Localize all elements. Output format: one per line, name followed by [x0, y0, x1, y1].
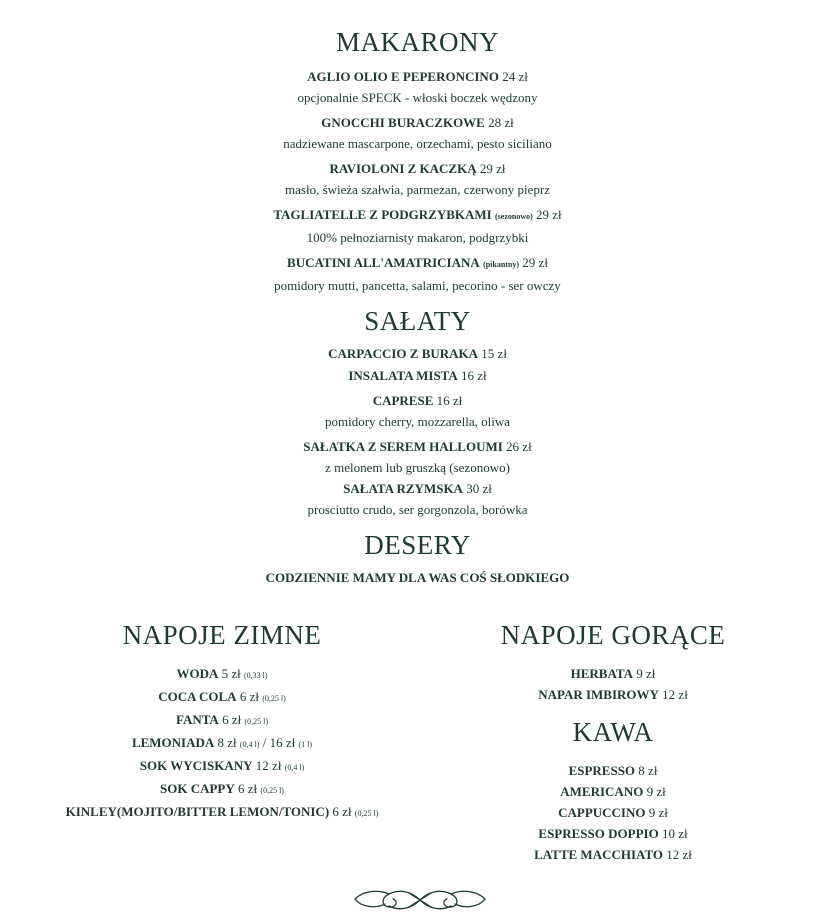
item-description: z melonem lub gruszką (sezonowo)	[325, 460, 510, 475]
item-volume: (0,4 l)	[284, 763, 305, 772]
item-price: 12 zł	[666, 847, 692, 862]
item-name: SAŁATKA Z SEREM HALLOUMI	[303, 439, 503, 454]
drink-item	[30, 801, 414, 824]
item-name: AMERICANO	[560, 784, 644, 799]
item-price: 29 zł	[522, 255, 548, 270]
item-description: pomidory mutti, pancetta, salami, pecorino - ser owczy	[274, 278, 561, 293]
item-volume-2: (1 l)	[298, 740, 313, 749]
item-name: LEMONIADA	[131, 735, 215, 750]
item-note: (sezonowo)	[494, 212, 533, 221]
drink-item	[30, 709, 414, 732]
section-title-desery: DESERY	[364, 530, 471, 560]
menu-item	[0, 390, 835, 432]
item-name: AGLIO OLIO E PEPERONCINO	[307, 69, 499, 84]
item-name: INSALATA MISTA	[348, 368, 458, 383]
item-description: nadziewane mascarpone, orzechami, pesto siciliano	[283, 136, 552, 151]
drink-item	[30, 663, 414, 686]
hot-drinks-column	[432, 622, 794, 865]
section-title-makarony: MAKARONY	[335, 27, 499, 57]
item-name: SAŁATA RZYMSKA	[343, 481, 463, 496]
menu-item	[0, 343, 835, 364]
section-title-kawa: KAWA	[572, 717, 654, 747]
main-menu-column	[0, 29, 835, 588]
item-price: 5 zł	[221, 666, 241, 681]
menu-item	[0, 158, 835, 200]
item-volume: (0,25 l)	[262, 694, 286, 703]
drink-item	[432, 802, 794, 823]
menu-item	[0, 66, 835, 108]
item-volume: (0,25 l)	[244, 717, 269, 726]
item-price: 15 zł	[481, 346, 507, 361]
item-name: WODA	[176, 666, 219, 681]
menu-item	[0, 112, 835, 154]
item-name: CARPACCIO Z BURAKA	[328, 346, 479, 361]
flourish-ornament-icon	[351, 885, 489, 915]
item-name: LATTE MACCHIATO	[534, 847, 664, 862]
section-title-napoje-zimne: NAPOJE ZIMNE	[122, 620, 322, 650]
item-volume: (0,25 l)	[260, 786, 284, 795]
item-price-2: 16 zł	[269, 735, 296, 750]
item-price: 9 zł	[648, 805, 668, 820]
item-name: CAPPUCCINO	[558, 805, 646, 820]
drink-item: LEMONIADA 8 zł (0,4 l) / 16 zł (1 l)	[131, 735, 313, 750]
item-price: 9 zł	[646, 784, 666, 799]
item-price: 8 zł	[638, 763, 658, 778]
section-title-napoje-gorace: NAPOJE GORĄCE	[500, 620, 726, 650]
item-volume: (0,33 l)	[243, 671, 268, 680]
item-name: CAPRESE	[372, 393, 434, 408]
item-price: 26 zł	[506, 439, 532, 454]
item-volume: (0,25 l)	[354, 809, 379, 818]
item-name: ESPRESSO	[568, 763, 636, 778]
item-price: 16 zł	[436, 393, 463, 408]
drink-item	[30, 778, 414, 801]
menu-item	[0, 365, 835, 386]
item-name: COCA COLA	[158, 689, 237, 704]
item-price: 6 zł	[238, 781, 258, 796]
menu-item	[0, 478, 835, 520]
item-price: 9 zł	[636, 666, 656, 681]
item-price: 29 zł	[536, 207, 562, 222]
item-price: 8 zł	[217, 735, 237, 750]
item-name: BUCATINI ALL'AMATRICIANA	[287, 255, 480, 270]
item-price: 6 zł	[222, 712, 242, 727]
item-price: 6 zł	[239, 689, 259, 704]
item-name: GNOCCHI BURACZKOWE	[321, 115, 485, 130]
item-name: ESPRESSO DOPPIO	[538, 826, 659, 841]
desery-text: CODZIENNIE MAMY DLA WAS COŚ SŁODKIEGO	[265, 570, 570, 585]
item-note: (pikantny)	[483, 260, 520, 269]
drink-item	[432, 781, 794, 802]
item-price: 16 zł	[461, 368, 487, 383]
item-name: TAGLIATELLE Z PODGRZYBKAMI	[273, 207, 492, 222]
item-description: prosciutto crudo, ser gorgonzola, borówka	[307, 502, 528, 517]
item-name: SOK WYCISKANY	[139, 758, 253, 773]
item-price: 6 zł	[332, 804, 352, 819]
item-name: RAVIOLONI Z KACZKĄ	[329, 161, 477, 176]
item-price: 24 zł	[502, 69, 528, 84]
drink-item	[432, 760, 794, 781]
section-title-salaty: SAŁATY	[364, 306, 471, 336]
item-description: 100% pełnoziarnisty makaron, podgrzybki	[306, 230, 529, 245]
item-volume: (0,4 l)	[239, 740, 260, 749]
item-price: 10 zł	[661, 826, 688, 841]
item-name: KINLEY(MOJITO/BITTER LEMON/TONIC)	[65, 804, 330, 819]
menu-item	[0, 436, 835, 478]
item-description: opcjonalnie SPECK - włoski boczek wędzony	[297, 90, 538, 105]
drink-item	[30, 755, 414, 778]
drink-item	[432, 823, 794, 844]
drink-item	[432, 663, 794, 684]
item-description: pomidory cherry, mozzarella, oliwa	[324, 414, 511, 429]
item-name: HERBATA	[570, 666, 633, 681]
drink-item	[432, 844, 794, 865]
menu-item	[0, 204, 835, 248]
item-price: 12 zł	[255, 758, 282, 773]
item-name: SOK CAPPY	[160, 781, 235, 796]
item-price: 28 zł	[488, 115, 514, 130]
drink-item	[30, 686, 414, 709]
cold-drinks-column	[30, 622, 414, 824]
menu-item	[0, 252, 835, 296]
item-name: FANTA	[175, 712, 219, 727]
item-price: 12 zł	[662, 687, 688, 702]
item-description: masło, świeża szałwia, parmezan, czerwony pieprz	[285, 182, 550, 197]
item-name: NAPAR IMBIROWY	[538, 687, 659, 702]
item-price: 29 zł	[479, 161, 506, 176]
drink-item	[432, 684, 794, 705]
item-price: 30 zł	[466, 481, 492, 496]
